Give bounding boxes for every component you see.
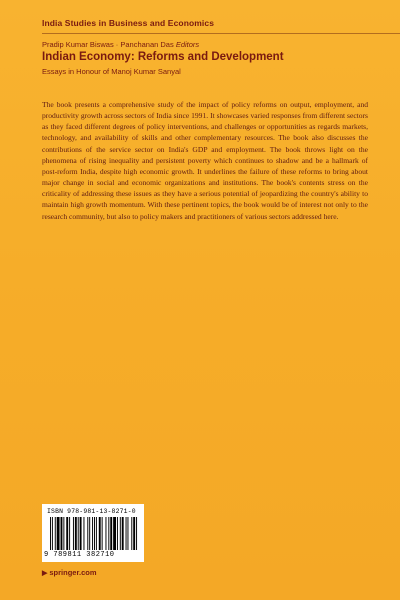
barcode-bar <box>83 517 84 550</box>
barcode-bar <box>63 517 64 550</box>
barcode-bar <box>127 517 128 550</box>
barcode-bar <box>92 517 93 550</box>
barcode-bar <box>113 517 116 550</box>
publisher-url: springer.com <box>49 568 97 577</box>
barcode-bar <box>133 517 135 550</box>
barcode-bar <box>94 517 95 550</box>
book-title: Indian Economy: Reforms and Development <box>42 51 284 63</box>
barcode-bar <box>61 517 63 550</box>
book-subtitle: Essays in Honour of Manoj Kumar Sanyal <box>42 67 181 76</box>
book-description: The book presents a comprehensive study of the impact of policy reforms on output, employment, and productivity growth across sectors of India since 1991. It showcases varied responses from different sectors as they faced different degrees of policy interventions, and challenges or opportunities as regards markets, technology, and availability of skills and other complementary resources. The book also discusses the contributions of the service sector on India's GDP and employment. The book throws light on the phenomena of rising inequality and persistent poverty which continues to shadow and be a hallmark of post-reform India, despite high economic growth. It underlines the failure of these reforms to bring about major change in social and economic organizations and institutions. The book's contents stress on the criticality of addressing these issues as they have a serious potential of jeopardizing the country's ability to maintain high growth momentum. With these pertinent topics, the book would be of interest not only to the research community, but also to policy makers and practitioners of various sectors addressed here. <box>42 100 368 221</box>
barcode-bar <box>131 517 132 550</box>
barcode-bar <box>52 517 53 550</box>
barcode-bar <box>99 517 101 550</box>
barcode-bar <box>80 517 82 550</box>
barcode-bar <box>110 517 112 550</box>
header-divider <box>42 33 400 34</box>
publisher-link[interactable] <box>42 568 97 577</box>
barcode-panel <box>42 504 144 562</box>
barcode-bar <box>89 517 90 550</box>
barcode-bar <box>66 517 68 550</box>
barcode-bar <box>122 517 124 550</box>
barcode-bar <box>73 517 74 550</box>
barcode-bar <box>105 517 106 550</box>
barcode-bar <box>126 517 127 550</box>
barcode-bar <box>75 517 77 550</box>
barcode-bar <box>117 517 118 550</box>
barcode-bar <box>136 517 137 550</box>
barcode-bar <box>50 517 51 550</box>
series-title: India Studies in Business and Economics <box>42 18 215 28</box>
barcode-bar <box>96 517 97 550</box>
barcode-bar <box>102 517 103 550</box>
arrow-right-icon: ▶ <box>42 570 48 577</box>
barcode-bar <box>57 517 60 550</box>
editors-role: Editors <box>175 40 200 49</box>
isbn-label: ISBN 978-981-13-8271-0 <box>47 508 136 515</box>
barcode-digits: 9 789811 382710 <box>44 551 115 559</box>
editors-line <box>42 40 199 49</box>
barcode-bar <box>78 517 79 550</box>
editor-names: Pradip Kumar Biswas · Panchanan Das <box>42 40 174 49</box>
barcode-bar <box>120 517 121 550</box>
barcode-bar <box>55 517 56 550</box>
barcode-bar <box>87 517 88 550</box>
barcode-image <box>50 517 138 550</box>
barcode-bar <box>108 517 109 550</box>
barcode-bar <box>69 517 70 550</box>
